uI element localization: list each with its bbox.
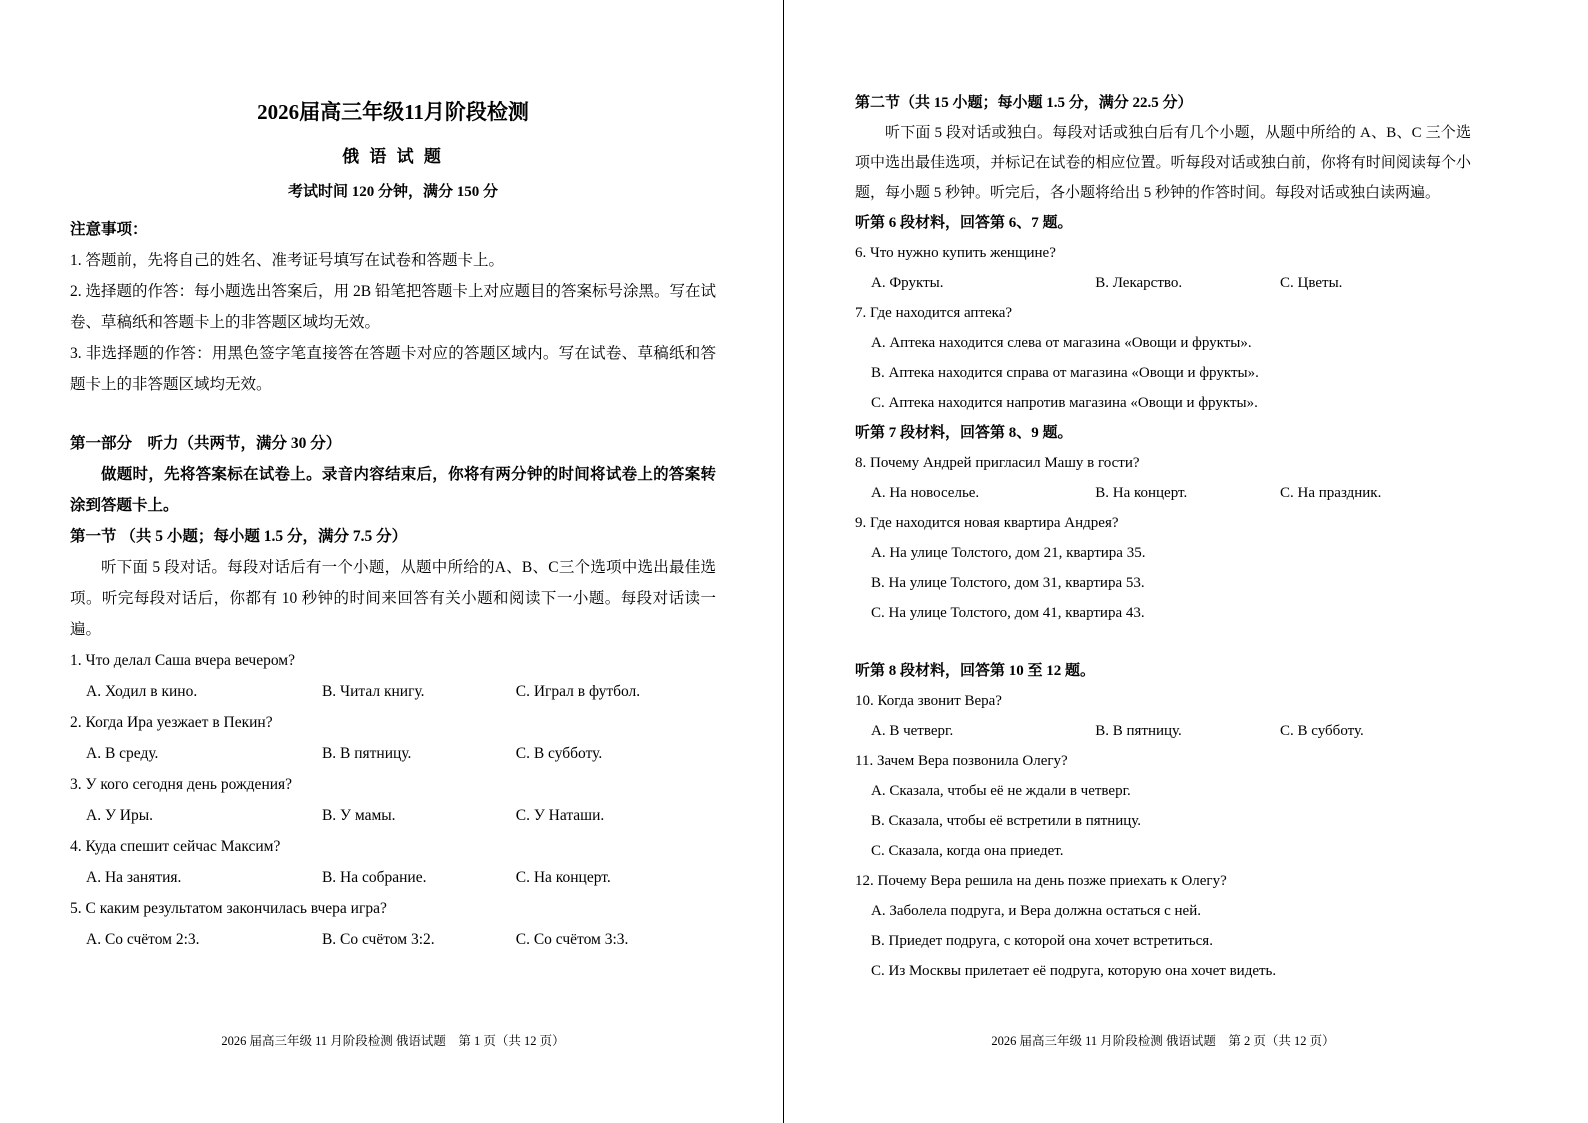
notice-title: 注意事项： bbox=[70, 221, 148, 238]
question-11 bbox=[855, 746, 1471, 866]
option-c: С. В субботу. bbox=[515, 745, 603, 762]
section2-instruction: 听下面 5 段对话或独白。每段对话或独白后有几个小题，从题中所给的 А、В、С 三个选项中选出最佳选项，并标记在试卷的相应位置。听每段对话或独白前，你将有时间阅读每个小题，每小题 5 秒钟。听完后，各小题将给出 5 秒钟的作答时间。每段对话或独白读两遍。 bbox=[855, 125, 1471, 201]
page-footer: 2026 届高三年级 11 月阶段检测 俄语试题 第 2 页（共 12 页） bbox=[991, 1034, 1335, 1048]
question-text: 9. Где находится новая квартира Андрея? bbox=[855, 515, 1119, 531]
options-row bbox=[70, 862, 716, 893]
option-b: В. Сказала, чтобы её встретили в пятницу. bbox=[871, 813, 1142, 829]
option-c: С. Аптека находится напротив магазина «Овощи и фрукты». bbox=[871, 395, 1258, 411]
question-text: 10. Когда звонит Вера? bbox=[855, 693, 1002, 709]
option-b: В. У мамы. bbox=[321, 807, 396, 824]
page-divider bbox=[783, 0, 784, 1123]
exam-title: 2026届高三年级11月阶段检测 bbox=[257, 100, 529, 124]
question-6 bbox=[855, 238, 1471, 298]
page-footer: 2026 届高三年级 11 月阶段检测 俄语试题 第 1 页（共 12 页） bbox=[221, 1034, 565, 1048]
options-row bbox=[855, 478, 1471, 508]
exam-subtitle: 俄 语 试 题 bbox=[342, 147, 444, 166]
option-a: А. В среду. bbox=[86, 745, 159, 762]
option-a: А. Со счётом 2:3. bbox=[86, 931, 200, 948]
option-b: В. Со счётом 3:2. bbox=[321, 931, 435, 948]
material-heading-7: 听第 7 段材料，回答第 8、9 题。 bbox=[855, 425, 1073, 441]
page-1 bbox=[70, 0, 716, 1123]
question-text: 12. Почему Вера решила на день позже приехать к Олегу? bbox=[855, 873, 1227, 889]
question-5 bbox=[70, 893, 716, 955]
notice-item-2: 2. 选择题的作答：每小题选出答案后，用 2B 铅笔把答题卡上对应题目的答案标号涂黑。写在试卷、草稿纸和答题卡上的非答题区域均无效。 bbox=[70, 283, 716, 331]
question-10 bbox=[855, 686, 1471, 746]
option-b: В. В пятницу. bbox=[1095, 723, 1182, 739]
section1-instruction: 听下面 5 段对话。每段对话后有一个小题，从题中所给的A、B、C三个选项中选出最佳选项。听完每段对话后，你都有 10 秒钟的时间来回答有关小题和阅读下一小题。每段对话读一遍。 bbox=[70, 559, 716, 638]
question-text: 1. Что делал Саша вчера вечером? bbox=[70, 652, 295, 669]
option-b: В. На концерт. bbox=[1095, 485, 1188, 501]
options-row bbox=[855, 716, 1471, 746]
question-text: 7. Где находится аптека? bbox=[855, 305, 1013, 321]
options-row bbox=[70, 924, 716, 955]
option-b: В. Приедет подруга, с которой она хочет встретиться. bbox=[871, 933, 1213, 949]
option-b: В. На улице Толстого, дом 31, квартира 53. bbox=[871, 575, 1145, 591]
option-c: С. В субботу. bbox=[1280, 723, 1364, 739]
material-heading-6: 听第 6 段材料，回答第 6、7 题。 bbox=[855, 215, 1073, 231]
option-c: С. На улице Толстого, дом 41, квартира 43. bbox=[871, 605, 1145, 621]
question-text: 8. Почему Андрей пригласил Машу в гости? bbox=[855, 455, 1140, 471]
options-row bbox=[70, 800, 716, 831]
question-text: 2. Когда Ира уезжает в Пекин? bbox=[70, 714, 273, 731]
option-c: С. На праздник. bbox=[1280, 485, 1382, 501]
question-text: 3. У кого сегодня день рождения? bbox=[70, 776, 293, 793]
question-12 bbox=[855, 866, 1471, 986]
section1-heading: 第一节 （共 5 小题；每小题 1.5 分，满分 7.5 分） bbox=[70, 528, 408, 545]
question-7 bbox=[855, 298, 1471, 418]
question-4 bbox=[70, 831, 716, 893]
material-heading-8: 听第 8 段材料，回答第 10 至 12 题。 bbox=[855, 663, 1096, 679]
option-a: А. На новоселье. bbox=[871, 485, 980, 501]
question-2 bbox=[70, 707, 716, 769]
option-c: С. Играл в футбол. bbox=[515, 683, 641, 700]
part1-instruction: 做题时，先将答案标在试卷上。录音内容结束后，你将有两分钟的时间将试卷上的答案转涂到答题卡上。 bbox=[70, 466, 716, 514]
option-a: А. Заболела подруга, и Вера должна остаться с ней. bbox=[871, 903, 1201, 919]
option-a: А. На улице Толстого, дом 21, квартира 35. bbox=[871, 545, 1146, 561]
question-text: 4. Куда спешит сейчас Максим? bbox=[70, 838, 281, 855]
option-a: А. Ходил в кино. bbox=[86, 683, 198, 700]
option-c: С. Со счётом 3:3. bbox=[515, 931, 629, 948]
option-a: А. У Иры. bbox=[86, 807, 154, 824]
option-b: В. В пятницу. bbox=[321, 745, 412, 762]
option-a: А. На занятия. bbox=[86, 869, 182, 886]
option-a: А. Фрукты. bbox=[871, 275, 944, 291]
options-row bbox=[70, 738, 716, 769]
notice-item-3: 3. 非选择题的作答：用黑色签字笔直接答在答题卡对应的答题区域内。写在试卷、草稿纸和答题卡上的非答题区域均无效。 bbox=[70, 345, 716, 393]
option-b: В. На собрание. bbox=[321, 869, 427, 886]
section2-heading: 第二节（共 15 小题；每小题 1.5 分，满分 22.5 分） bbox=[855, 95, 1193, 111]
option-b: В. Читал книгу. bbox=[321, 683, 425, 700]
question-text: 11. Зачем Вера позвонила Олегу? bbox=[855, 753, 1068, 769]
part1-heading: 第一部分 听力（共两节，满分 30 分） bbox=[70, 435, 342, 452]
options-row bbox=[70, 676, 716, 707]
exam-info: 考试时间 120 分钟，满分 150 分 bbox=[287, 184, 498, 200]
options-row bbox=[855, 268, 1471, 298]
option-c: С. Из Москвы прилетает её подруга, которую она хочет видеть. bbox=[871, 963, 1277, 979]
option-c: С. У Наташи. bbox=[515, 807, 605, 824]
option-c: С. На концерт. bbox=[515, 869, 611, 886]
question-text: 6. Что нужно купить женщине? bbox=[855, 245, 1056, 261]
question-text: 5. С каким результатом закончилась вчера игра? bbox=[70, 900, 387, 917]
option-a: А. Сказала, чтобы её не ждали в четверг. bbox=[871, 783, 1131, 799]
option-b: В. Аптека находится справа от магазина «Овощи и фрукты». bbox=[871, 365, 1259, 381]
question-3 bbox=[70, 769, 716, 831]
question-1 bbox=[70, 645, 716, 707]
notice-item-1: 1. 答题前，先将自己的姓名、准考证号填写在试卷和答题卡上。 bbox=[70, 252, 505, 269]
option-c: С. Цветы. bbox=[1280, 275, 1343, 291]
question-8 bbox=[855, 448, 1471, 508]
option-b: В. Лекарство. bbox=[1095, 275, 1183, 291]
question-9 bbox=[855, 508, 1471, 628]
page-2 bbox=[855, 0, 1471, 1123]
option-a: А. В четверг. bbox=[871, 723, 954, 739]
option-a: А. Аптека находится слева от магазина «Овощи и фрукты». bbox=[871, 335, 1252, 351]
option-c: С. Сказала, когда она приедет. bbox=[871, 843, 1064, 859]
